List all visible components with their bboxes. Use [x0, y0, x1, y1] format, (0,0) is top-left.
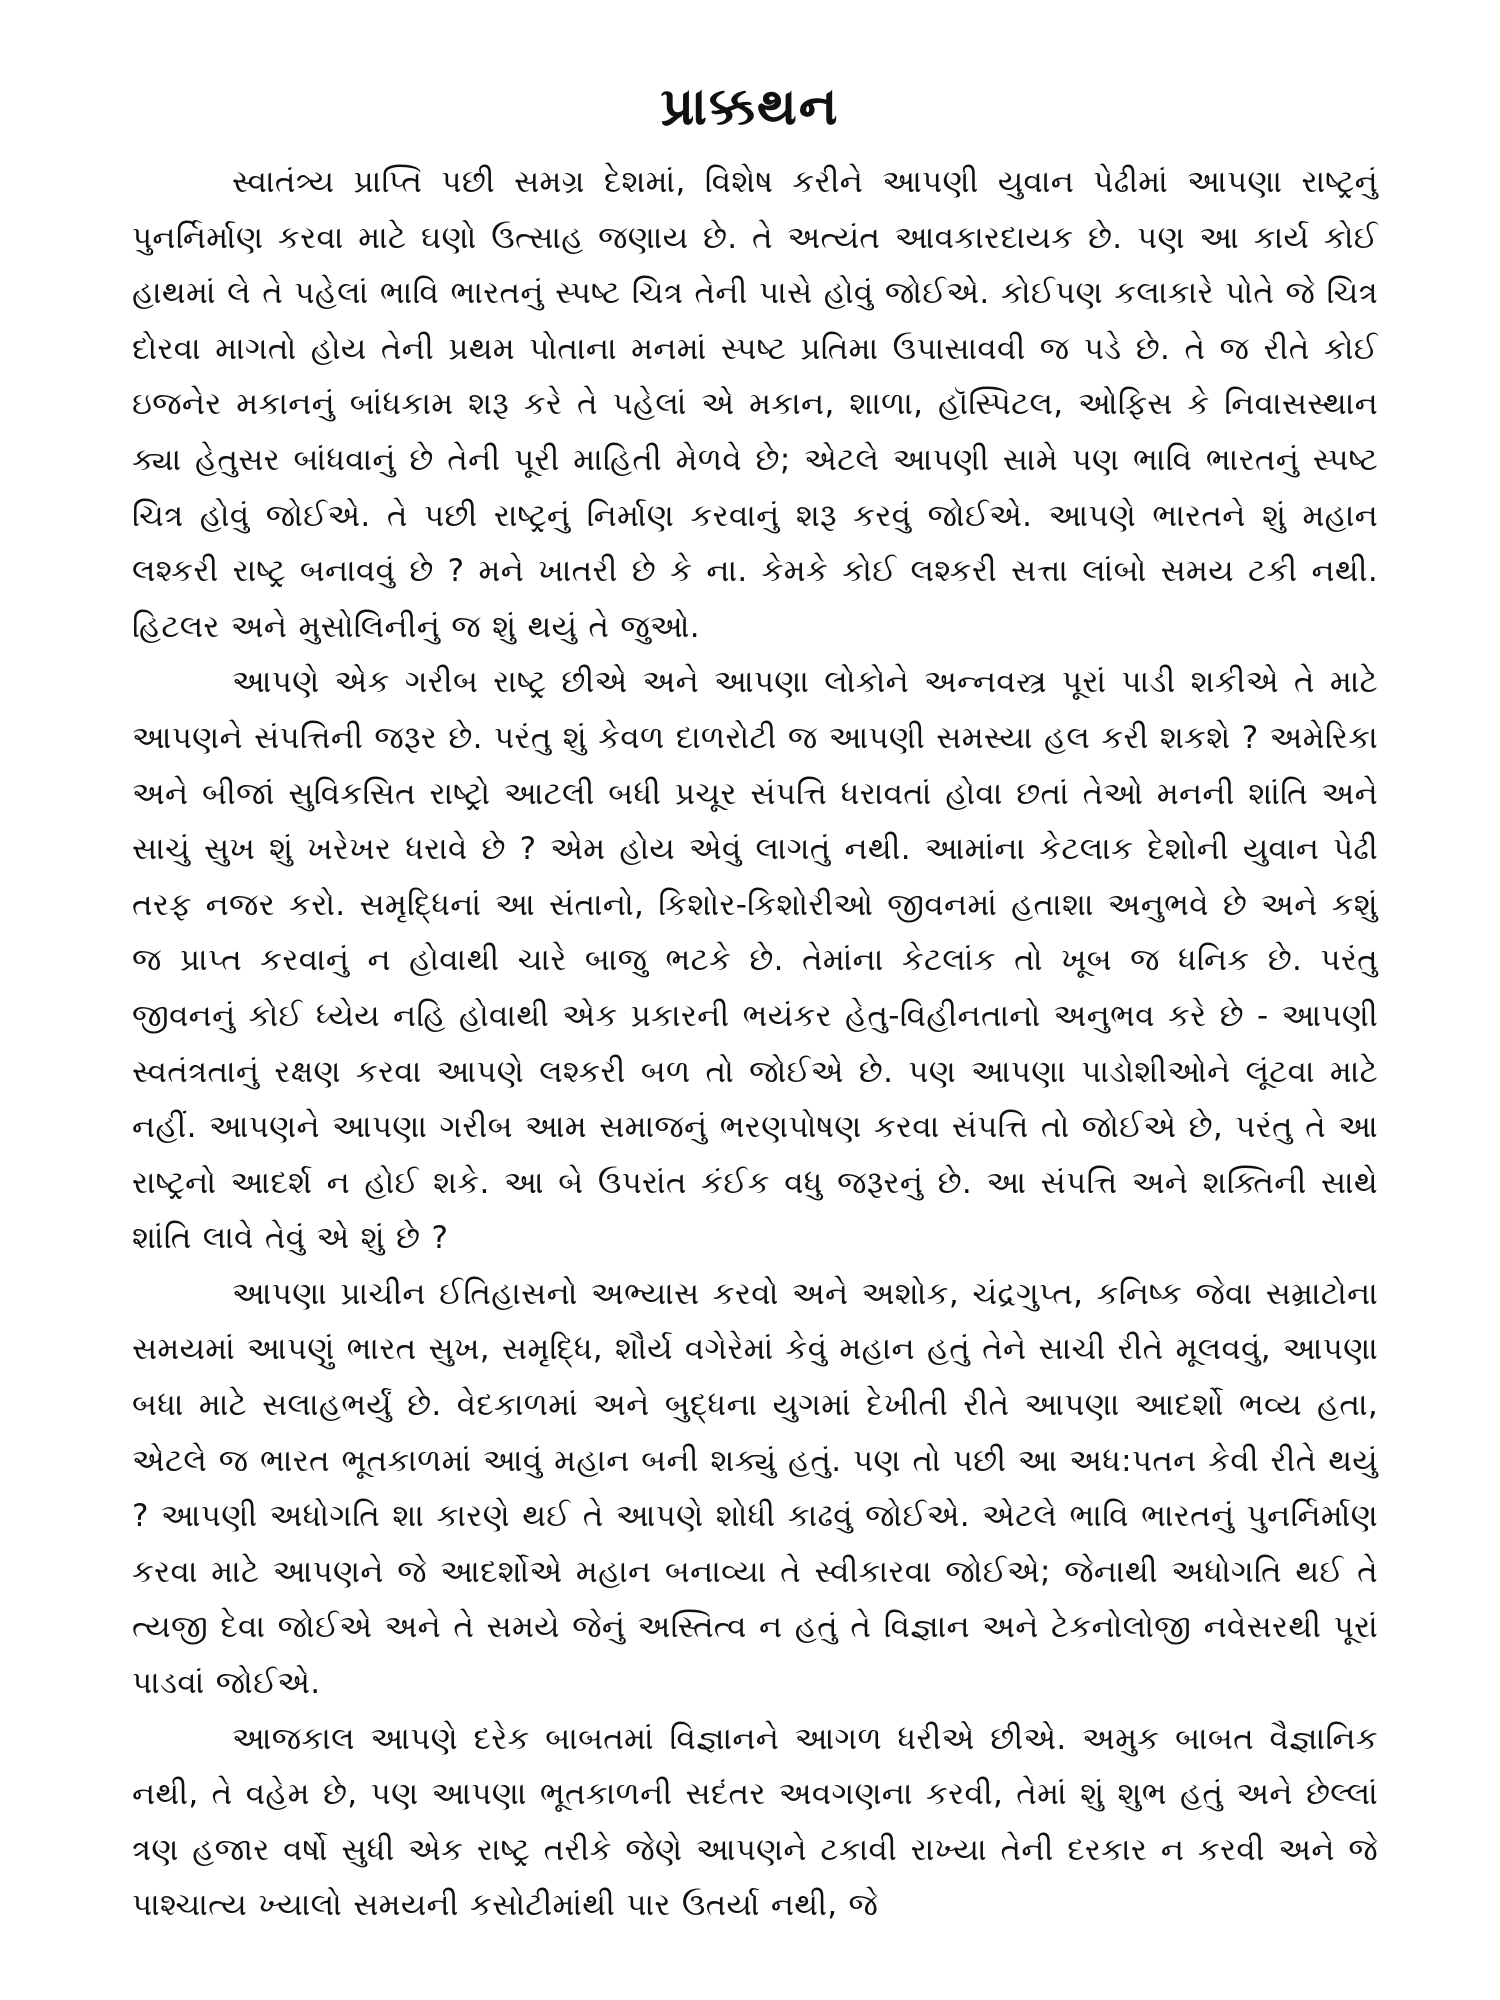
paragraph-3: આપણા પ્રાચીન ઈતિહાસનો અભ્યાસ કરવો અને અશોક, ચંદ્રગુપ્ત, કનિષ્ક જેવા સમ્રાટોના સમયમાં આપણું ભારત સુખ, સમૃદ્ધિ, શૌર્ય વગેરેમાં કેવું મહાન હતું તેને સાચી રીતે મૂલવવું, આપણા બધા માટે સલાહભર્યું છે. વેદકાળમાં અને બુદ્ધના યુગમાં દેખીતી રીતે આપણા આદર્શો ભવ્ય હતા, એટલે જ ભારત ભૂતકાળમાં આવું મહાન બની શક્યું હતું. પણ તો પછી આ અધ:પતન કેવી રીતે થયું ? આપણી અધોગતિ શા કારણે થઈ તે આપણે શોધી કાઢવું જોઈએ. એટલે ભાવિ ભારતનું પુનર્નિર્માણ કરવા માટે આપણને જે આદર્શોએ મહાન બનાવ્યા તે સ્વીકારવા જોઈએ; જેનાથી અધોગતિ થઈ તે ત્યજી દેવા જોઈએ અને તે સમયે જેનું અસ્તિત્વ ન હતું તે વિજ્ઞાન અને ટેકનોલોજી નવેસરથી પૂરાં પાડવાં જોઈએ. [132, 1275, 1378, 1702]
paragraph-2: આપણે એક ગરીબ રાષ્ટ્ર છીએ અને આપણા લોકોને અન્નવસ્ત્ર પૂરાં પાડી શકીએ તે માટે આપણને સંપત્તિની જરૂર છે. પરંતુ શું કેવળ દાળરોટી જ આપણી સમસ્યા હલ કરી શકશે ? અમેરિકા અને બીજાં સુવિકસિત રાષ્ટ્રો આટલી બધી પ્રચૂર સંપત્તિ ધરાવતાં હોવા છતાં તેઓ મનની શાંતિ અને સાચું સુખ શું ખરેખર ધરાવે છે ? એમ હોય એવું લાગતું નથી. આમાંના કેટલાક દેશોની યુવાન પેઢી તરફ નજર કરો. સમૃદ્ધિનાં આ સંતાનો, કિશોર-કિશોરીઓ જીવનમાં હતાશા અનુભવે છે અને કશું જ પ્રાપ્ત કરવાનું ન હોવાથી ચારે બાજુ ભટકે છે. તેમાંના કેટલાંક તો ખૂબ જ ધનિક છે. પરંતુ જીવનનું કોઈ ધ્યેય નહિ હોવાથી એક પ્રકારની ભયંકર હેતુ-વિહીનતાનો અનુભવ કરે છે - આપણી સ્વતંત્રતાનું રક્ષણ કરવા આપણે લશ્કરી બળ તો જોઈએ છે. પણ આપણા પાડોશીઓને લૂંટવા માટે નહીં. આપણને આપણા ગરીબ આમ સમાજનું ભરણપોષણ કરવા સંપત્તિ તો જોઈએ છે, પરંતુ તે આ રાષ્ટ્રનો આદર્શ ન હોઈ શકે. આ બે ઉપરાંત કંઈક વધુ જરૂરનું છે. આ સંપત્તિ અને શક્તિની સાથે શાંતિ લાવે તેવું એ શું છે ? [132, 664, 1378, 1257]
paragraph-4: આજકાલ આપણે દરેક બાબતમાં વિજ્ઞાનને આગળ ધરીએ છીએ. અમુક બાબત વૈજ્ઞાનિક નથી, તે વહેમ છે, પણ આપણા ભૂતકાળની સદંતર અવગણના કરવી, તેમાં શું શુભ હતું અને છેલ્લાં ત્રણ હજાર વર્ષો સુધી એક રાષ્ટ્ર તરીકે જેણે આપણને ટકાવી રાખ્યા તેની દરકાર ન કરવી અને જે પાશ્ચાત્ય ખ્યાલો સમયની કસોટીમાંથી પાર ઉતર્યા નથી, જે [132, 1720, 1378, 1924]
page-title: પ્રાક્કથન [660, 77, 840, 137]
paragraph-1: સ્વાતંત્ર્ય પ્રાપ્તિ પછી સમગ્ર દેશમાં, વિશેષ કરીને આપણી યુવાન પેઢીમાં આપણા રાષ્ટ્રનું પુનર્નિર્માણ કરવા માટે ઘણો ઉત્સાહ જણાય છે. તે અત્યંત આવકારદાયક છે. પણ આ કાર્ય કોઈ હાથમાં લે તે પહેલાં ભાવિ ભારતનું સ્પષ્ટ ચિત્ર તેની પાસે હોવું જોઈએ. કોઈપણ કલાકારે પોતે જે ચિત્ર દોરવા માગતો હોય તેની પ્રથમ પોતાના મનમાં સ્પષ્ટ પ્રતિમા ઉપાસાવવી જ પડે છે. તે જ રીતે કોઈ ઇજનેર મકાનનું બાંધકામ શરૂ કરે તે પહેલાં એ મકાન, શાળા, હૉસ્પિટલ, ઓફિસ કે નિવાસસ્થાન ક્યા હેતુસર બાંધવાનું છે તેની પૂરી માહિતી મેળવે છે; એટલે આપણી સામે પણ ભાવિ ભારતનું સ્પષ્ટ ચિત્ર હોવું જોઈએ. તે પછી રાષ્ટ્રનું નિર્માણ કરવાનું શરૂ કરવું જોઈએ. આપણે ભારતને શું મહાન લશ્કરી રાષ્ટ્ર બનાવવું છે ? મને ખાતરી છે કે ના. કેમકે કોઈ લશ્કરી સત્તા લાંબો સમય ટકી નથી. હિટલર અને મુસોલિનીનું જ શું થયું તે જુઓ. [132, 164, 1378, 645]
document-body [132, 155, 1378, 1934]
